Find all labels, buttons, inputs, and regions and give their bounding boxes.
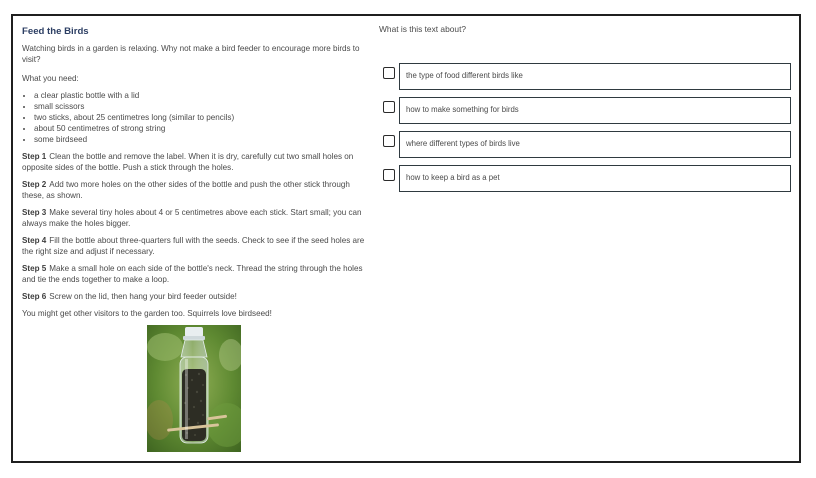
step-2 (22, 179, 367, 201)
list-item: • some birdseed (34, 134, 367, 145)
passage-intro: Watching birds in a garden is relaxing. Why not make a bird feeder to encourage more birds to visit? (22, 44, 360, 64)
step-number: Step 6 (22, 292, 47, 301)
step-text: Make several tiny holes about 4 or 5 centimetres above each stick. Start small; you can always make the holes bigger. (22, 208, 362, 228)
option-checkbox[interactable] (383, 101, 395, 113)
step-text: Clean the bottle and remove the label. When it is dry, carefully cut two small holes on opposite sides of the bottle. Push a stick through the holes. (22, 152, 354, 172)
answer-option[interactable] (379, 165, 795, 192)
content-frame (11, 14, 801, 463)
step-number: Step 1 (22, 152, 47, 161)
passage-title: Feed the Birds (22, 26, 89, 37)
step-number: Step 5 (22, 264, 47, 273)
option-label[interactable]: the type of food different birds like (399, 63, 791, 90)
step-text: Fill the bottle about three-quarters full with the seeds. Check to see if the seed holes are the right size and adjust if necessary. (22, 236, 365, 256)
step-number: Step 4 (22, 236, 47, 245)
bird-feeder-photo (147, 325, 241, 452)
answer-option[interactable] (379, 131, 795, 158)
option-label[interactable]: where different types of birds live (399, 131, 791, 158)
option-label[interactable]: how to make something for birds (399, 97, 791, 124)
option-checkbox[interactable] (383, 67, 395, 79)
step-5 (22, 263, 367, 285)
step-3 (22, 207, 367, 229)
answer-option[interactable] (379, 63, 795, 90)
step-number: Step 3 (22, 208, 47, 217)
option-checkbox[interactable] (383, 135, 395, 147)
answer-option[interactable] (379, 97, 795, 124)
step-text: Make a small hole on each side of the bottle's neck. Thread the string through the holes and tie the ends together to make a loop. (22, 264, 363, 284)
reading-passage (22, 26, 367, 327)
list-item: • a clear plastic bottle with a lid (34, 90, 367, 101)
step-text: Add two more holes on the other sides of the bottle and push the other stick through these, as shown. (22, 180, 350, 200)
question-panel (379, 24, 795, 182)
question-text: What is this text about? (379, 24, 467, 34)
step-number: Step 2 (22, 180, 47, 189)
step-4 (22, 235, 367, 257)
materials-heading: What you need: (22, 74, 79, 83)
step-text: Screw on the lid, then hang your bird feeder outside! (49, 292, 237, 301)
list-item: • small scissors (34, 101, 367, 112)
step-6 (22, 291, 367, 302)
list-item: • about 50 centimetres of strong string (34, 123, 367, 134)
materials-list (22, 90, 367, 145)
step-1 (22, 151, 367, 173)
list-item: • two sticks, about 25 centimetres long (similar to pencils) (34, 112, 367, 123)
passage-closing: You might get other visitors to the garden too. Squirrels love birdseed! (22, 309, 272, 318)
option-checkbox[interactable] (383, 169, 395, 181)
option-label[interactable]: how to keep a bird as a pet (399, 165, 791, 192)
